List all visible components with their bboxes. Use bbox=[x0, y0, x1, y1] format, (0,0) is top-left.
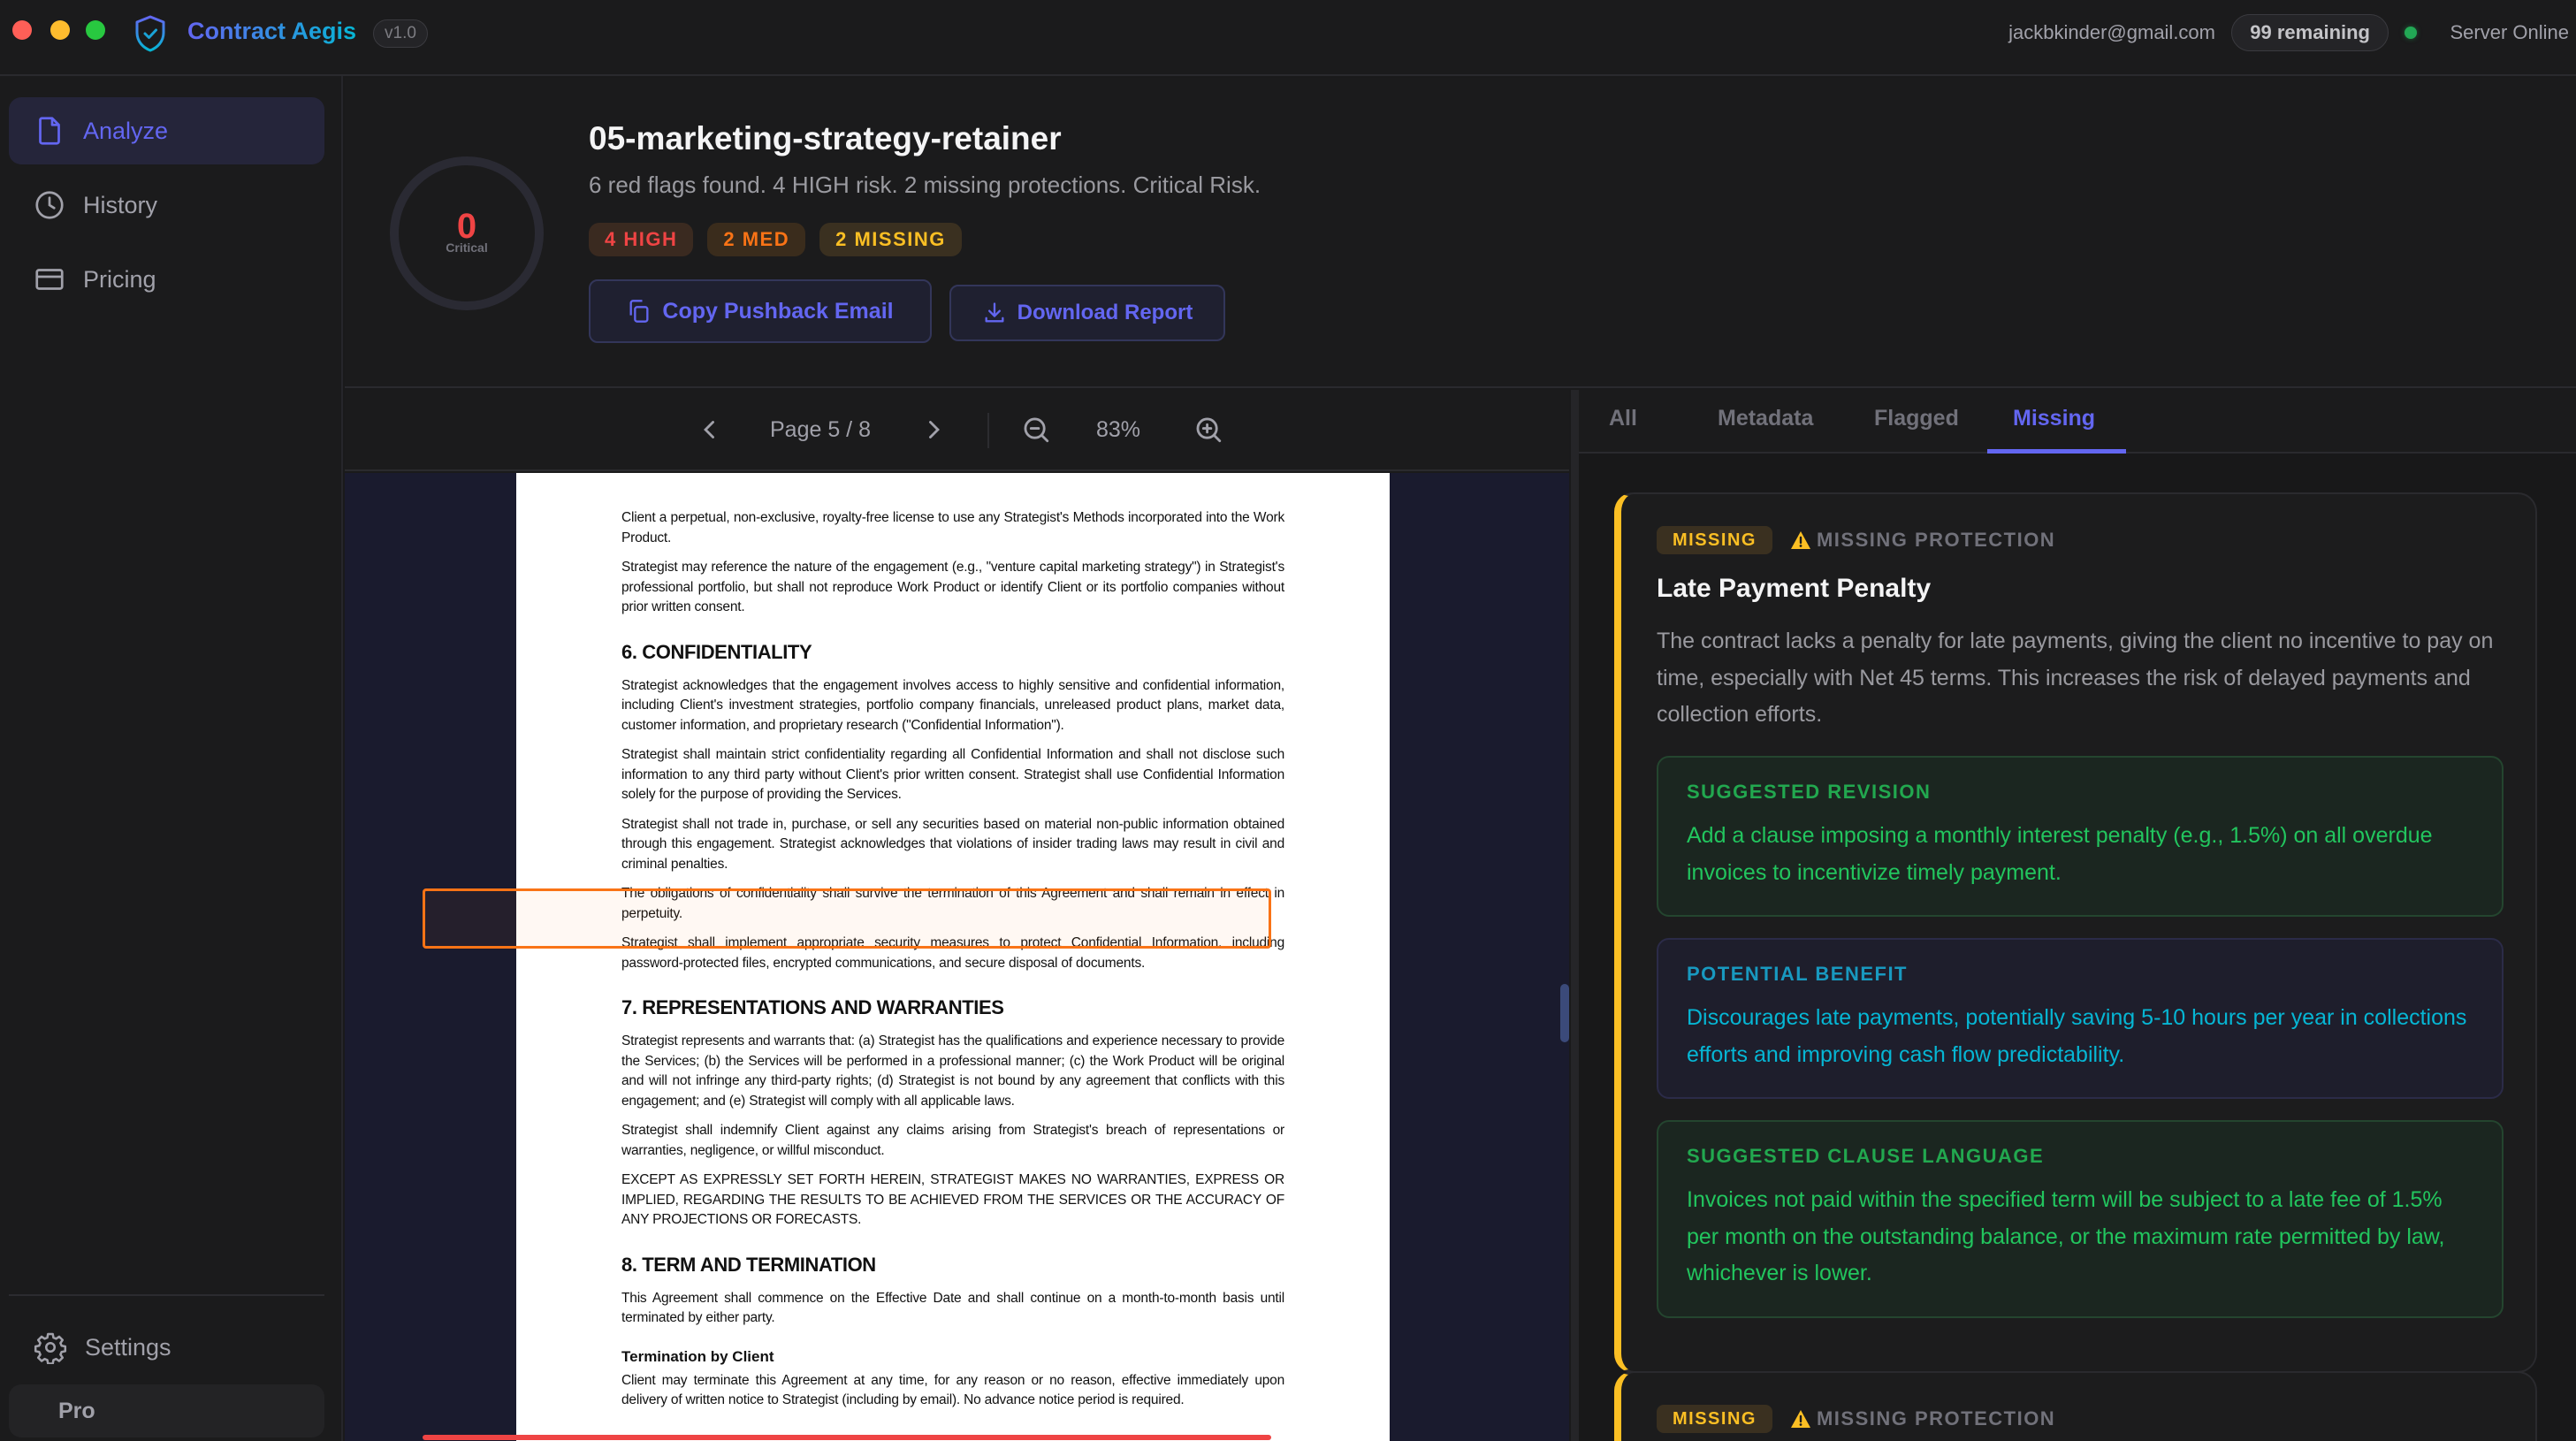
card-description: The contract lacks a penalty for late payments, giving the client no incentive to pay on time, especially with Net 45 terms. This increases the risk of delayed payments and collection efforts. bbox=[1657, 629, 2494, 727]
pdf-scrollbar-thumb[interactable] bbox=[1560, 984, 1569, 1042]
suggested-revision-text: Add a clause imposing a monthly interest penalty (e.g., 1.5%) on all overdue invoices to incentivize timely payment. bbox=[1687, 823, 2433, 885]
suggested-revision-label: SUGGESTED REVISION bbox=[1687, 781, 1932, 803]
sidebar-divider bbox=[9, 1294, 324, 1296]
copy-pushback-email-label: Copy Pushback Email bbox=[662, 298, 894, 324]
doc-paragraph: Strategist acknowledges that the engagement involves access to highly sensitive and confidential information, including Client's investment strategies, portfolio company financials, unreleased product plans, market data, customer information, and proprietary research ("Confidential Information"). bbox=[621, 677, 1284, 733]
doc-paragraph: Client may terminate this Agreement at any time, for any reason or no reason, effective immediately upon delivery of written notice to Strategist (including by email). No advance notice period is required. bbox=[621, 1372, 1284, 1407]
missing-tag: MISSING bbox=[1657, 1405, 1772, 1433]
minimize-window-button[interactable] bbox=[50, 20, 70, 40]
missing-protection-card[interactable] bbox=[1614, 492, 2537, 1373]
card-kind bbox=[1790, 1407, 2055, 1430]
title-bar bbox=[0, 0, 2576, 76]
doc-heading: 6. CONFIDENTIALITY bbox=[621, 640, 812, 663]
clock-icon bbox=[34, 189, 65, 221]
sidebar-item-label: Pricing bbox=[83, 265, 156, 293]
sidebar-item-settings[interactable] bbox=[9, 1321, 324, 1374]
doc-subheading: Termination by Client bbox=[621, 1347, 774, 1365]
warning-icon bbox=[1790, 530, 1811, 550]
analysis-summary: 6 red flags found. 4 HIGH risk. 2 missing protections. Critical Risk. bbox=[589, 172, 1261, 198]
risk-score-label: Critical bbox=[446, 240, 488, 255]
zoom-level: 83% bbox=[1096, 417, 1141, 442]
high-risk-badge: 4 HIGH bbox=[589, 223, 693, 256]
card-kind-label: MISSING PROTECTION bbox=[1816, 529, 2056, 551]
tab-metadata[interactable]: Metadata bbox=[1718, 406, 1814, 431]
credit-card-icon bbox=[34, 263, 65, 295]
copy-icon bbox=[627, 299, 652, 324]
missing-tag: MISSING bbox=[1657, 526, 1772, 554]
suggested-revision-box bbox=[1657, 756, 2504, 917]
doc-paragraph: Strategist shall maintain strict confidentiality regarding all Confidential Information and shall not disclose such information to any third party without Client's prior written consent. Strategist shall use Confidential Information solely for the purpose of providing the Services. bbox=[621, 747, 1284, 802]
sidebar-item-label: Analyze bbox=[83, 117, 169, 144]
app-name: Contract Aegis bbox=[187, 18, 357, 44]
suggested-clause-box bbox=[1657, 1120, 2504, 1318]
potential-benefit-text: Discourages late payments, potentially saving 5-10 hours per year in collections efforts and improving cash flow predictability. bbox=[1687, 1005, 2467, 1067]
risk-badges bbox=[589, 223, 962, 256]
doc-heading: 7. REPRESENTATIONS AND WARRANTIES bbox=[621, 996, 1004, 1018]
doc-paragraph: Strategist shall implement appropriate security measures to protect Confidential Information, including password-protected files, encrypted communications, and secure disposal of documents. bbox=[621, 935, 1284, 971]
doc-paragraph: Strategist may reference the nature of the engagement (e.g., "venture capital marketing strategy") in Strategist's professional portfolio, but shall not reproduce Work Product or identify Client or its portfolio companies without prior written consent. bbox=[621, 560, 1284, 614]
missing-protection-card[interactable] bbox=[1614, 1371, 2537, 1441]
pdf-page bbox=[516, 473, 1390, 1441]
sidebar-item-pricing[interactable] bbox=[9, 246, 324, 313]
zoom-out-button[interactable] bbox=[1021, 415, 1051, 445]
sidebar-item-history[interactable] bbox=[9, 172, 324, 239]
download-icon bbox=[982, 301, 1007, 325]
sidebar bbox=[0, 76, 343, 1441]
doc-paragraph: EXCEPT AS EXPRESSLY SET FORTH HEREIN, STRATEGIST MAKES NO WARRANTIES, EXPRESS OR IMPLIED, REGARDING THE RESULTS TO BE ACHIEVED FROM THE SERVICES OR THE ACCURACY OF ANY PROJECTIONS OR FORECASTS. bbox=[621, 1172, 1284, 1227]
tab-flagged[interactable]: Flagged bbox=[1874, 406, 1959, 431]
document-title: 05-marketing-strategy-retainer bbox=[589, 120, 1062, 156]
doc-paragraph-flagged: The obligations of confidentiality shall survive the termination of this Agreement and shall remain in effect in perpetuity. bbox=[621, 886, 1284, 921]
risk-score-value: 0 bbox=[456, 207, 477, 246]
findings-tabs bbox=[1579, 390, 2576, 454]
doc-paragraph: Strategist shall not trade in, purchase, or sell any securities based on material non-public information obtained through this engagement. Strategist acknowledges that violations of insider trading laws may result in civil and criminal penalties. bbox=[621, 816, 1284, 872]
card-header bbox=[1657, 1405, 2055, 1433]
doc-paragraph: Strategist shall indemnify Client against any claims arising from Strategist's breach of representations or warranties, negligence, or willful misconduct. bbox=[621, 1123, 1284, 1158]
gear-icon bbox=[34, 1330, 67, 1364]
potential-benefit-box bbox=[1657, 938, 2504, 1099]
maximize-window-button[interactable] bbox=[86, 20, 105, 40]
potential-benefit-label: POTENTIAL BENEFIT bbox=[1687, 963, 1908, 985]
card-header bbox=[1657, 526, 2055, 554]
suggested-clause-text: Invoices not paid within the specified term will be subject to a late fee of 1.5% per month on the outstanding balance, or the maximum rate permitted by law, whichever is lower. bbox=[1687, 1187, 2445, 1285]
pdf-toolbar bbox=[345, 390, 1569, 471]
close-window-button[interactable] bbox=[12, 20, 32, 40]
card-title: Late Payment Penalty bbox=[1657, 574, 1932, 603]
download-report-button[interactable] bbox=[949, 285, 1225, 341]
shield-check-icon bbox=[134, 15, 166, 52]
server-status-dot bbox=[2405, 27, 2417, 39]
toolbar-separator bbox=[987, 413, 989, 448]
sidebar-item-label: History bbox=[83, 191, 158, 218]
copy-pushback-email-button[interactable] bbox=[589, 279, 932, 343]
doc-paragraph: This Agreement shall commence on the Effective Date and shall continue on a month-to-month basis until terminated by either party. bbox=[621, 1290, 1284, 1325]
page-indicator: Page 5 / 8 bbox=[770, 417, 871, 442]
active-tab-indicator bbox=[1987, 449, 2126, 454]
remaining-credits-badge: 99 remaining bbox=[2231, 14, 2389, 51]
doc-paragraph: Strategist represents and warrants that: (a) Strategist has the qualifications and experience necessary to provide the Services; (b) the Services will be performed in a professional manner; (c) the Work Product will be original and will not infringe any third-party rights; (d) Strategist is not bound by any agreement that conflicts with this engagement; and (e) Strategist will comply with all applicable laws. bbox=[621, 1033, 1284, 1109]
file-icon bbox=[34, 115, 65, 147]
findings-panel bbox=[1579, 390, 2576, 1441]
suggested-clause-label: SUGGESTED CLAUSE LANGUAGE bbox=[1687, 1145, 2045, 1167]
previous-page-button[interactable] bbox=[695, 415, 725, 445]
card-kind bbox=[1790, 529, 2055, 552]
medium-risk-badge: 2 MED bbox=[707, 223, 805, 256]
zoom-in-button[interactable] bbox=[1193, 415, 1223, 445]
analysis-header bbox=[345, 78, 2576, 388]
sidebar-item-analyze[interactable] bbox=[9, 97, 324, 164]
warning-icon bbox=[1790, 1409, 1811, 1429]
missing-badge: 2 MISSING bbox=[819, 223, 962, 256]
pdf-viewer[interactable] bbox=[345, 473, 1569, 1441]
user-email: jackbkinder@gmail.com bbox=[2008, 21, 2215, 43]
flag-highlight-medium[interactable] bbox=[423, 888, 1271, 949]
card-kind-label: MISSING PROTECTION bbox=[1816, 1407, 2056, 1430]
plan-badge[interactable]: Pro bbox=[9, 1384, 324, 1437]
tab-all[interactable]: All bbox=[1609, 406, 1637, 431]
version-badge: v1.0 bbox=[373, 19, 428, 48]
tab-missing[interactable]: Missing bbox=[2013, 406, 2096, 431]
settings-label: Settings bbox=[85, 1333, 171, 1361]
pane-resize-handle[interactable] bbox=[1571, 390, 1579, 1441]
next-page-button[interactable] bbox=[918, 415, 949, 445]
flag-highlight-high[interactable] bbox=[423, 1435, 1271, 1440]
download-report-label: Download Report bbox=[1017, 301, 1193, 324]
server-status-text: Server Online bbox=[2450, 21, 2569, 43]
doc-heading: 8. TERM AND TERMINATION bbox=[621, 1253, 876, 1276]
doc-paragraph: Client a perpetual, non-exclusive, royalty-free license to use any Strategist's Methods incorporated into the Work Product. bbox=[621, 510, 1284, 545]
